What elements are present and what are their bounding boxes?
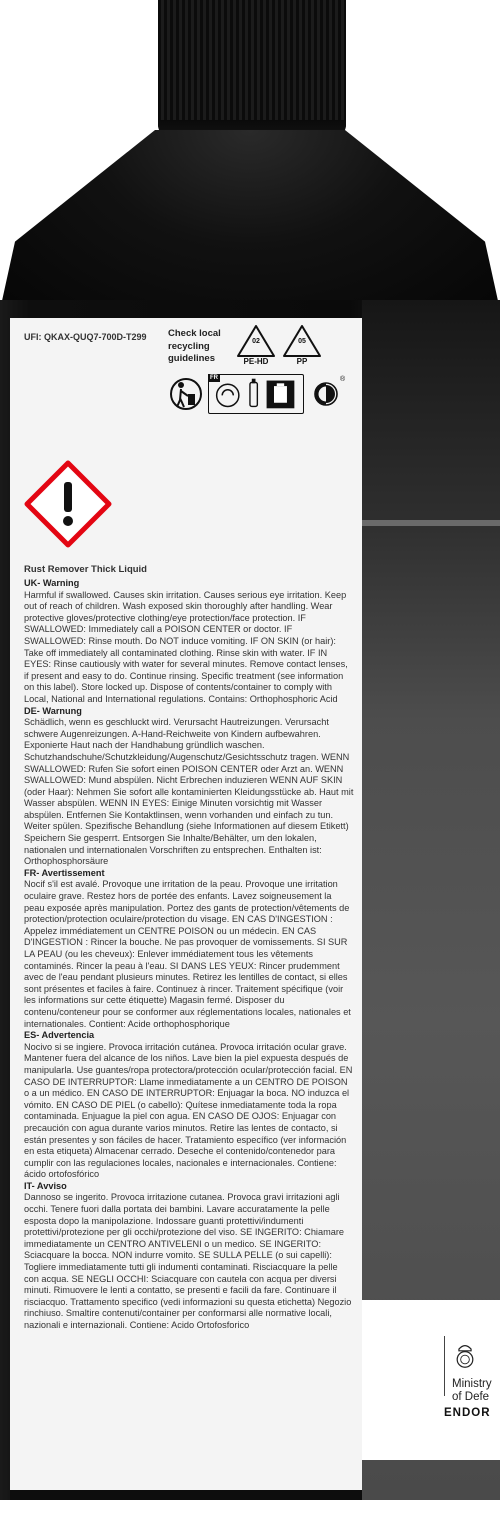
recycle-triangle-icon <box>236 324 276 366</box>
ufi-code: UFI: QKAX-QUQ7-700D-T299 <box>24 332 147 342</box>
recycle-material: PP <box>296 357 308 366</box>
crest-icon <box>452 1340 482 1376</box>
ministry-line-1: Ministry <box>452 1378 492 1390</box>
side-label-stripe <box>362 520 500 526</box>
section-body-de: Schädlich, wenn es geschluckt wird. Verursacht Hautreizungen. Verursacht schwere Augenreizungen. A-Hand-Reichweite von Kindern aufbewahren. Exponierte Haut nach der Handhabung gründlich waschen. Schutzhandschuhe/Schutzkleidung/Augenschutz/Gesichtsschutz tragen. WENN SWALLOWED: Rufen Sie sofort einen POISON CENTER oder Arzt an. WENN SWALLOWED: Mund abspülen. Nicht Erbrechen induzieren WENN AUF SKIN (oder Haar): Nehmen Sie sofort alle kontaminierten Kleidungsstücke ab. Haut mit Wasser abspülen. WENN IN EYES: Einige Minuten vorsichtig mit Wasser abspülen. Entfernen Sie Kontaktlinsen, wenn vorhanden und einfach zu tun. Weiter spülen. Spezifische Behandlung (siehe Informationen auf diesem Etikett) Speichern Sie gesperrt. Entsorgen Sie Inhalte/Behälter, um den lokalen, nationalen und internationalen Vorschriften zu entsprechen. Enthalten ist: Orthophosphorsäure <box>24 717 354 867</box>
bottle-shoulder <box>0 130 500 310</box>
fr-tag: FR <box>210 375 218 381</box>
ministry-line-2: of Defe <box>452 1391 490 1403</box>
bottle-cap <box>158 0 346 135</box>
recycling-guidelines-text: Check local recycling guidelines <box>168 328 221 364</box>
recycle-code: 05 <box>298 338 306 345</box>
section-heading-uk: UK- Warning <box>24 578 80 588</box>
section-body-uk: Harmful if swallowed. Causes skin irritation. Causes serious eye irritation. Keep out of reach of children. Wash exposed skin thoroughly after handling. Wear protective gloves/protective clothing/eye protection/face protection. IF SWALLOWED: Immediately call a POISON CENTER or doctor. IF SWALLOWED: Rinse mouth. Do NOT induce vomiting. IF ON SKIN (or hair): Take off immediately all contaminated clothing. Rinse skin with water. IF IN EYES: Rinse cautiously with water for several minutes. Remove contact lenses, if present and easy to do. Continue rinsing. Specific treatment (see information on this label). Store locked up. Dispose of contents/container to comply with Local, National and International regulations. Contains: Orthophosphoric Acid <box>24 589 348 704</box>
endorsement-divider <box>444 1336 445 1396</box>
triman-recycling-box <box>208 374 304 414</box>
section-heading-fr: FR- Avertissement <box>24 867 105 878</box>
section-heading-es: ES- Advertencia <box>24 1030 95 1041</box>
ministry-of-defence-text <box>452 1378 492 1404</box>
recycle-triangle-icon <box>282 324 322 366</box>
registered-mark: ® <box>340 376 346 383</box>
section-body-fr: Nocif s'il est avalé. Provoque une irritation de la peau. Provoque une irritation oculaire grave. Restez hors de portée des enfants. Lavez soigneusement la peau exposée après manipulation. Portez des gants de protection/vêtements de protection/protection oculaire/protection du visage. EN CAS D'INGESTION : Appelez immédiatement un CENTRE POISON ou un médecin. EN CAS D'INGESTION : Rincer la bouche. Ne pas provoquer de vomissements. SI SUR LA PEAU (ou les cheveux): Enlever immédiatement tous les vêtements contaminés. Rincer la peau à l'eau. SI DANS LES YEUX: Rincer prudemment avec de l'eau pendant plusieurs minutes. Retirez les lentilles de contact, si elles sont présentes et faciles à faire. Continuez à rincer. Traitement spécifique (voir les informations sur cette étiquette) Magasin fermé. Disposer du contenu/conteneur pour se conformer aux réglementations locales, nationales et internationales. Contient: Acide orthophosphorique <box>24 879 351 1029</box>
section-heading-de: DE- Warnung <box>24 705 82 716</box>
hazard-statements <box>24 578 354 1332</box>
section-body-it: Dannoso se ingerito. Provoca irritazione cutanea. Provoca gravi irritazioni agli occhi. Tenere fuori dalla portata dei bambini. Lavare accuratamente la pelle esposta dopo la manipolazione. Indossare guanti protettivi/indumenti protettivi/protezione per gli occhi/protezione del viso. SE INGERITO: Chiamare immediatamente un CENTRO ANTIVELENI o un medico. SE INGERITO: Sciacquare la bocca. NON indurre vomito. SE SULLA PELLE (o sui capelli): Togliere immediatamente tutti gli indumenti contaminati. Risciacquare la pelle con acqua. SE NEGLI OCCHI: Sciacquare con cautela con acqua per diversi minuti. Rimuovere le lenti a contatto, se presenti e facili da fare. Continuare il risciacquo. Trattamento specifico (vedi informazioni su questa etichetta) Negozio rinchiuso. Smaltire contenuti/container per conformarsi alle normative locali, nazionali e internazionali. Contiene: Acido Ortofosforico <box>24 1192 352 1330</box>
endorsed-text: ENDOR <box>444 1407 491 1419</box>
background-floor <box>0 1500 500 1530</box>
tidyman-icon <box>168 374 204 414</box>
recycle-code: 02 <box>252 338 260 345</box>
green-dot-icon <box>314 382 338 422</box>
recycle-material: PE-HD <box>243 357 269 366</box>
section-heading-it: IT- Avviso <box>24 1180 67 1191</box>
product-name: Rust Remover Thick Liquid <box>24 564 147 575</box>
section-body-es: Nocivo si se ingiere. Provoca irritación cutánea. Provoca irritación ocular grave. Mantener fuera del alcance de los niños. Lave bien la piel expuesta después de manipularla. Use guantes/ropa protectora/protección ocular/protección facial. EN CASO DE INTERRUPTOR: Llame inmediatamente a un CENTRO DE POISON o a un médico. EN CASO DE INTERRUPTOR: Enjuagar la boca. NO induzca el vómito. EN CASO DE PIEL (o cabello): Quítese inmediatamente toda la ropa contaminada. Enjuague la piel con agua. EN CASO DE OJOS: Enjuagar con precaución con agua durante varios minutos. Retire las lentes de contacto, si están presentes y son fáciles de hacer. Tratamiento específico (ver información en esta etiqueta) Almacenar cerrado. Deseche el contenido/contenedor para cumplir con las regulaciones locales, nacionales e internacionales. Contiene: ácido ortofosfórico <box>24 1041 353 1180</box>
exclamation-mark-hazard-icon <box>24 460 112 548</box>
safety-label <box>10 318 362 1490</box>
